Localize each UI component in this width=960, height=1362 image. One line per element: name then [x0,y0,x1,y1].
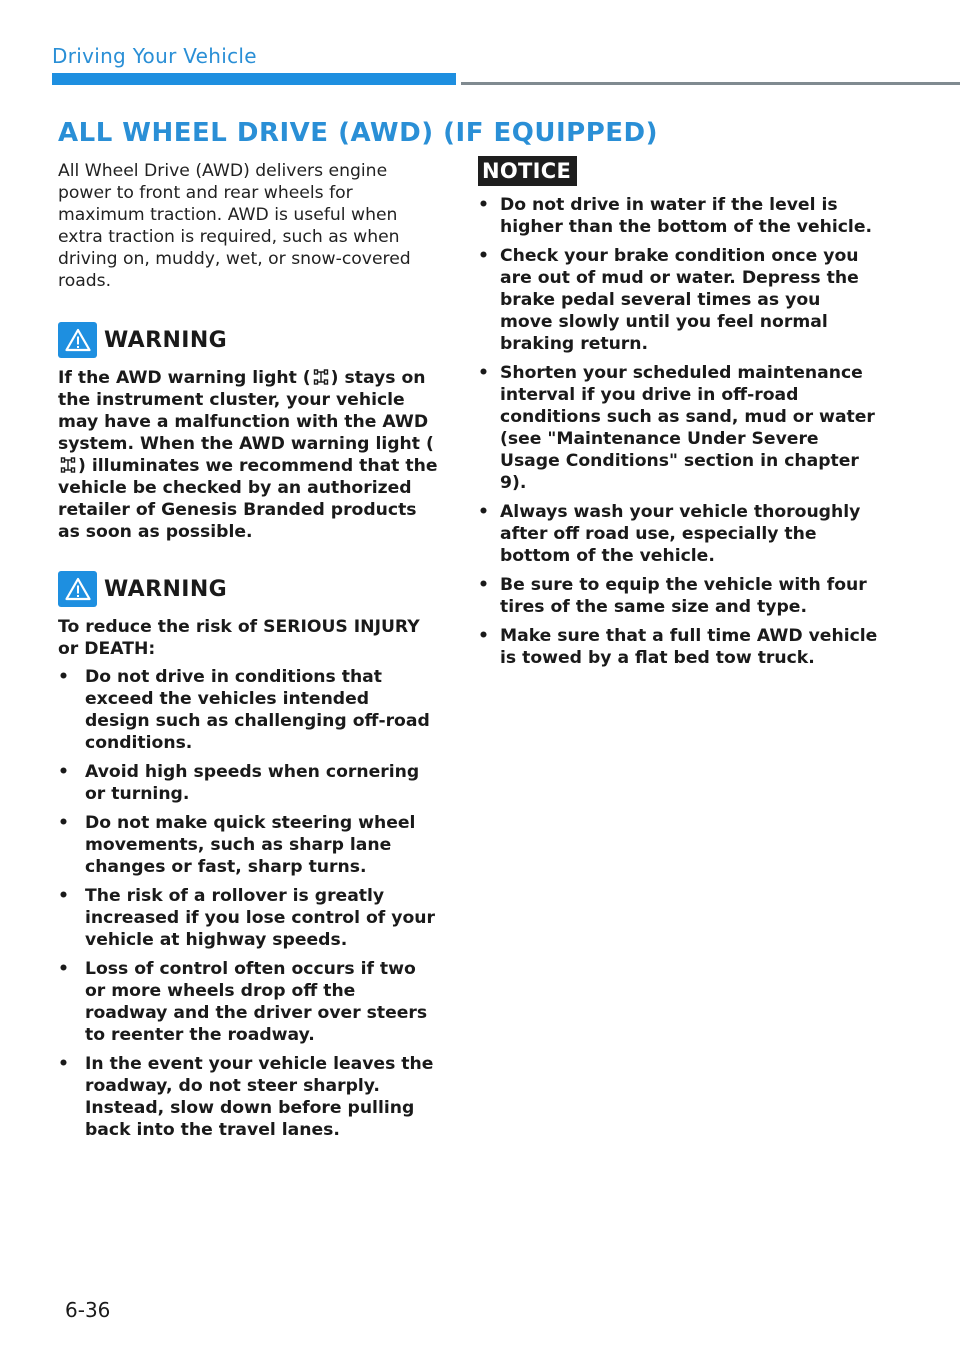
list-item-text: Always wash your vehicle thoroughly after off road use, especially the bottom of the vehicle. [500,502,861,566]
list-item-text: Be sure to equip the vehicle with four tires of the same size and type. [500,575,867,617]
left-column [58,160,438,1148]
awd-warning-light-icon [59,456,77,474]
right-column [478,156,878,676]
bullet: • [58,886,69,906]
list-item [58,958,438,1046]
list-item-text: Loss of control often occurs if two or more wheels drop off the roadway and the driver over steers to reenter the roadway. [85,959,428,1045]
warning-list [58,666,438,1141]
warning-text-1 [58,367,438,543]
bullet: • [58,959,69,979]
list-item-text: In the event your vehicle leaves the roadway, do not steer sharply. Instead, slow down before pulling back into the travel lanes. [85,1054,434,1140]
section-heading: ALL WHEEL DRIVE (AWD) (IF EQUIPPED) [58,118,658,148]
warning-triangle-icon [58,571,97,607]
bullet: • [478,246,489,266]
warning-text-part: ) stays on the instrument cluster, your vehicle may have a malfunction with the AWD system. When the AWD warning light ( [58,368,434,454]
warning-header-1 [58,322,438,358]
awd-warning-light-icon [312,368,330,386]
list-item-text: The risk of a rollover is greatly increased if you lose control of your vehicle at highway speeds. [85,886,435,950]
list-item [478,194,878,238]
bullet: • [58,667,69,687]
list-item [58,666,438,754]
list-item [478,501,878,567]
bullet: • [478,363,489,383]
bullet: • [58,813,69,833]
notice-label: NOTICE [478,156,577,186]
bullet: • [478,502,489,522]
bullet: • [58,1054,69,1074]
list-item-text: Do not make quick steering wheel movements, such as sharp lane changes or fast, sharp turns. [85,813,416,877]
header-rule-gray [461,82,960,85]
bullet: • [478,626,489,646]
list-item-text: Do not drive in conditions that exceed the vehicles intended design such as challenging off-road conditions. [85,667,430,753]
list-item [478,625,878,669]
warning-label-2: WARNING [104,576,228,602]
list-item [478,574,878,618]
list-item [478,362,878,494]
bullet: • [478,575,489,595]
chapter-title: Driving Your Vehicle [52,44,257,68]
list-item [58,812,438,878]
bullet: • [58,762,69,782]
list-item-text: Check your brake condition once you are out of mud or water. Depress the brake pedal several times as you move slowly until you feel normal braking return. [500,246,859,354]
list-item-text: Make sure that a full time AWD vehicle is towed by a flat bed tow truck. [500,626,878,668]
warning-label-1: WARNING [104,327,228,353]
bullet: • [478,195,489,215]
warning-text-part: ) illuminates we recommend that the vehicle be checked by an authorized retailer of Genesis Branded products as soon as possible. [58,456,438,542]
list-item [478,245,878,355]
list-item [58,761,438,805]
warning-triangle-icon [58,322,97,358]
header-rule-blue [52,73,456,85]
list-item-text: Do not drive in water if the level is higher than the bottom of the vehicle. [500,195,873,237]
page-number: 6-36 [65,1298,111,1322]
list-item-text: Shorten your scheduled maintenance interval if you drive in off-road conditions such as sand, mud or water (see "Maintenance Under Severe Usage Conditions" section in chapter 9). [500,363,875,493]
list-item [58,885,438,951]
warning-header-2 [58,571,438,607]
list-item-text: Avoid high speeds when cornering or turning. [85,762,420,804]
warning-intro-2: To reduce the risk of SERIOUS INJURY or DEATH: [58,617,420,659]
intro-paragraph: All Wheel Drive (AWD) delivers engine power to front and rear wheels for maximum traction. AWD is useful when extra traction is required, such as when driving on, muddy, wet, or snow-covered roads. [58,161,411,291]
list-item [58,1053,438,1141]
warning-text-part: If the AWD warning light ( [58,368,311,388]
notice-list [478,194,878,669]
